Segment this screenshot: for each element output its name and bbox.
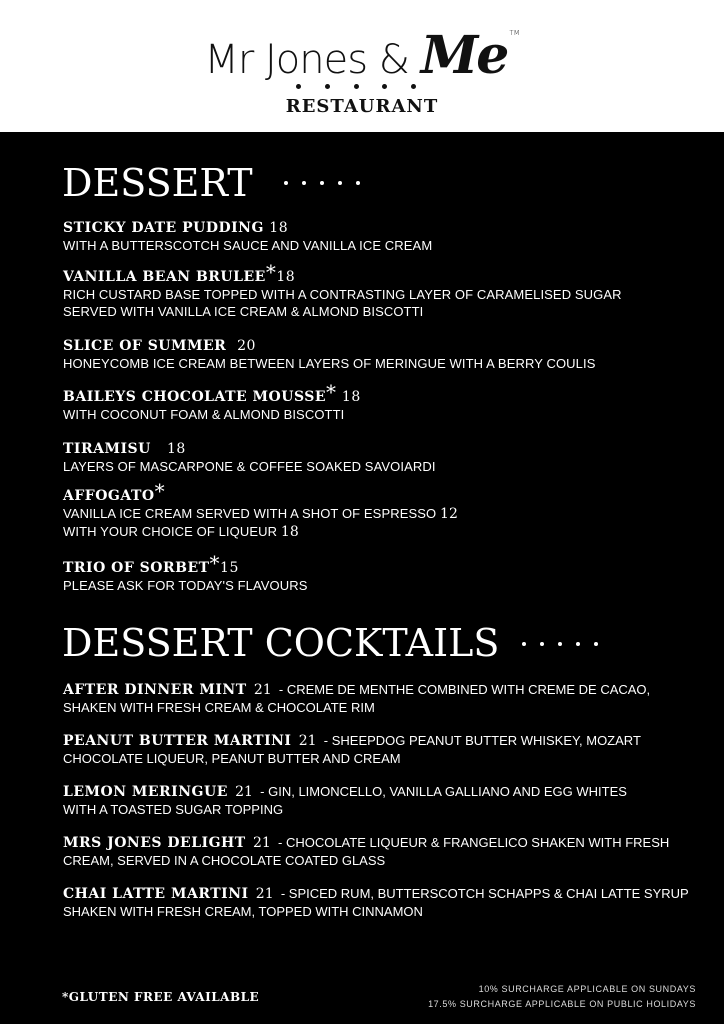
item-name: AFTER DINNER MINT	[63, 682, 247, 698]
item-name: STICKY DATE PUDDING	[63, 220, 264, 236]
item-price: 18	[276, 269, 296, 285]
menu-item	[63, 479, 703, 541]
item-desc: PLEASE ASK FOR TODAY'S FLAVOURS	[63, 578, 308, 593]
item-price: 18	[269, 220, 289, 236]
trademark: TM	[509, 29, 520, 37]
item-name: LEMON MERINGUE	[63, 784, 228, 800]
cocktail-item	[63, 885, 693, 920]
cocktails-title: DESSERT COCKTAILS	[62, 621, 500, 665]
cocktail-item	[63, 783, 663, 818]
item-desc: HONEYCOMB ICE CREAM BETWEEN LAYERS OF MERINGUE WITH A BERRY COULIS	[63, 356, 596, 371]
item-desc: RICH CUSTARD BASE TOPPED WITH A CONTRASTING LAYER OF CARAMELISED SUGAR SERVED WITH VANILLA ICE CREAM & ALMOND BISCOTTI	[63, 287, 622, 319]
menu-item	[63, 337, 703, 372]
brand-me: Me	[420, 25, 508, 86]
dessert-dots	[284, 181, 360, 185]
item-desc: WITH COCONUT FOAM & ALMOND BISCOTTI	[63, 407, 345, 422]
item-price: 21	[253, 682, 272, 698]
item-name: PEANUT BUTTER MARTINI	[63, 733, 292, 749]
item-price: 18	[166, 441, 186, 457]
gluten-free-star: *	[154, 479, 166, 503]
item-desc: WITH YOUR CHOICE OF LIQUEUR	[63, 524, 278, 539]
brand-logo	[0, 25, 724, 86]
item-name: VANILLA BEAN BRULEE	[63, 269, 266, 285]
item-price: 18	[280, 524, 299, 540]
item-desc: - SHEEPDOG PEANUT BUTTER WHISKEY, MOZART CHOCOLATE LIQUEUR, PEANUT BUTTER AND CREAM	[63, 733, 641, 766]
item-price: 12	[439, 506, 458, 522]
item-price: 15	[220, 560, 239, 576]
item-desc: WITH A BUTTERSCOTCH SAUCE AND VANILLA ICE CREAM	[63, 238, 433, 253]
item-price: 21	[298, 733, 317, 749]
item-desc: LAYERS OF MASCARPONE & COFFEE SOAKED SAVOIARDI	[63, 459, 436, 474]
item-name: SLICE OF SUMMER	[63, 338, 227, 354]
gluten-free-note: *GLUTEN FREE AVAILABLE	[62, 990, 260, 1004]
surcharge-sundays: 10% SURCHARGE APPLICABLE ON SUNDAYS	[478, 984, 696, 994]
menu-item	[63, 219, 703, 254]
item-price: 20	[237, 338, 256, 354]
item-desc: - CREME DE MENTHE COMBINED WITH CREME DE CACAO, SHAKEN WITH FRESH CREAM & CHOCOLATE RIM	[63, 682, 651, 715]
dessert-title: DESSERT	[62, 161, 253, 205]
item-name: BAILEYS CHOCOLATE MOUSSE	[63, 389, 327, 405]
item-name: MRS JONES DELIGHT	[63, 835, 246, 851]
brand-name: Mr Jones &	[204, 37, 409, 83]
cocktail-item	[63, 834, 685, 869]
cocktail-item	[63, 681, 663, 716]
item-price: 21	[252, 835, 271, 851]
item-price: 18	[341, 389, 361, 405]
item-desc: - SPICED RUM, BUTTERSCOTCH SCHAPPS & CHAI LATTE SYRUP SHAKEN WITH FRESH CREAM, TOPPED WITH CINNAMON	[63, 886, 689, 919]
cocktails-dots	[522, 642, 598, 646]
menu-item	[63, 551, 703, 594]
item-desc: - CHOCOLATE LIQUEUR & FRANGELICO SHAKEN WITH FRESH CREAM, SERVED IN A CHOCOLATE COATED GLASS	[63, 835, 670, 868]
item-name: AFFOGATO	[63, 488, 155, 504]
gluten-free-star: *	[265, 260, 277, 284]
cocktail-item	[63, 732, 683, 767]
item-name: TRIO OF SORBET	[63, 560, 210, 576]
menu-item	[63, 260, 703, 320]
gluten-free-star: *	[326, 380, 337, 404]
brand-dots	[296, 84, 416, 89]
surcharge-notes	[428, 982, 696, 1012]
item-desc: VANILLA ICE CREAM SERVED WITH A SHOT OF ESPRESSO	[63, 506, 437, 521]
menu-item	[63, 380, 703, 423]
item-name: CHAI LATTE MARTINI	[63, 886, 249, 902]
item-name: TIRAMISU	[63, 441, 151, 457]
item-desc: - GIN, LIMONCELLO, VANILLA GALLIANO AND EGG WHITES WITH A TOASTED SUGAR TOPPING	[63, 784, 627, 817]
header	[0, 0, 724, 132]
item-price: 21	[255, 886, 274, 902]
surcharge-holidays: 17.5% SURCHARGE APPLICABLE ON PUBLIC HOLIDAYS	[428, 999, 696, 1009]
gluten-free-star: *	[209, 551, 221, 575]
item-price: 21	[235, 784, 253, 800]
restaurant-label: RESTAURANT	[285, 96, 439, 117]
menu-item	[63, 440, 703, 475]
